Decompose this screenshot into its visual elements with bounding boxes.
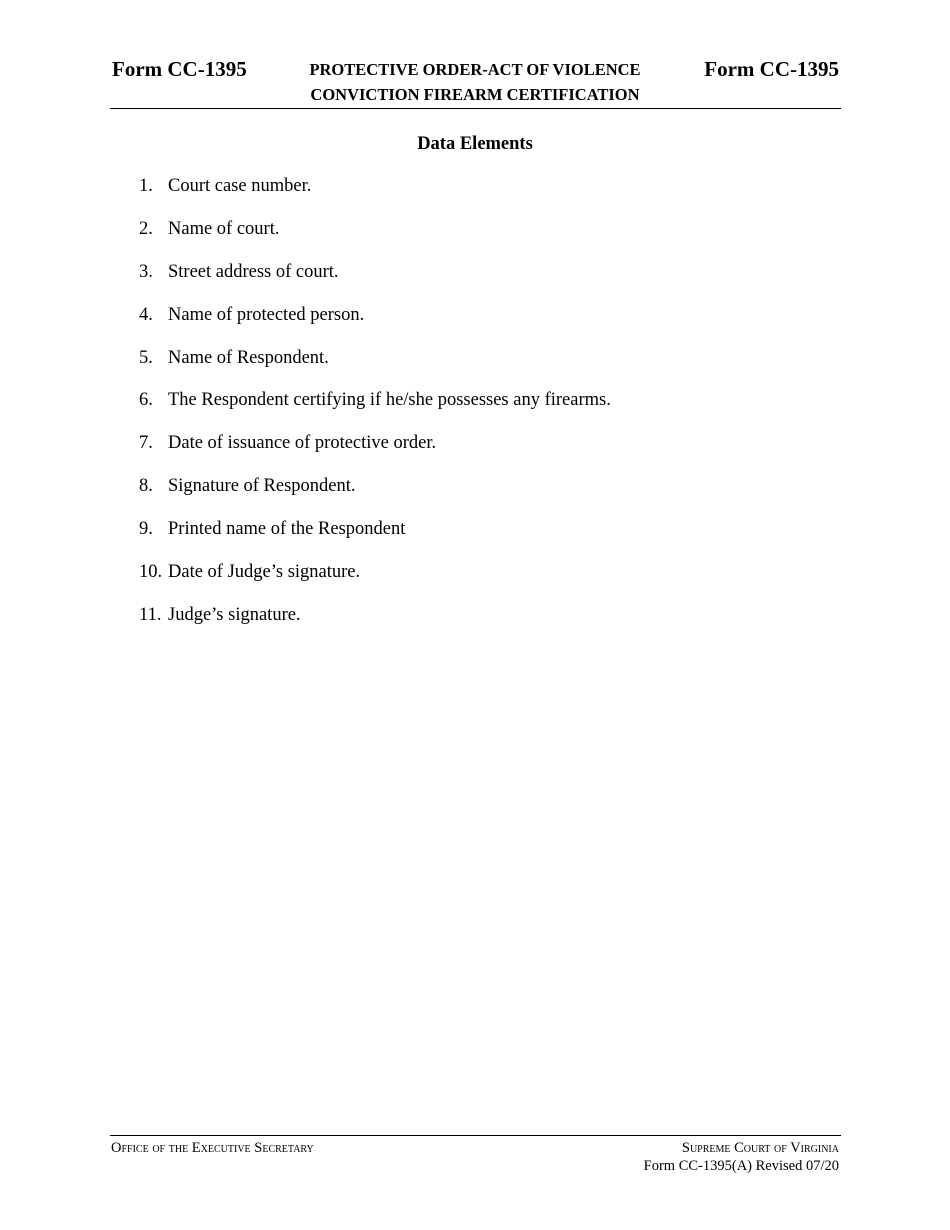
list-item <box>139 475 611 518</box>
list-item <box>139 304 611 347</box>
list-item <box>139 175 611 218</box>
item-text: Signature of Respondent. <box>168 476 356 497</box>
item-number: 3. <box>139 261 153 282</box>
item-number: 6. <box>139 390 153 411</box>
footer-court: Supreme Court of Virginia <box>681 1140 839 1156</box>
list-item <box>139 389 611 432</box>
item-text: Court case number. <box>168 176 312 196</box>
item-number: 9. <box>139 519 153 540</box>
data-elements-list <box>139 175 611 647</box>
item-number: 5. <box>139 347 153 368</box>
form-title-line-2: CONVICTION FIREARM CERTIFICATION <box>310 85 640 104</box>
list-item <box>139 518 611 561</box>
item-text: Name of Respondent. <box>168 347 329 368</box>
item-text: Street address of court. <box>168 261 339 282</box>
item-text: Judge’s signature. <box>168 604 301 625</box>
item-number: 7. <box>139 433 153 454</box>
item-text: Name of court. <box>168 218 280 239</box>
item-number: 1. <box>139 176 153 196</box>
list-item <box>139 561 611 604</box>
section-heading: Data Elements <box>417 134 533 154</box>
item-text: The Respondent certifying if he/she possesses any firearms. <box>168 390 611 411</box>
page-header <box>110 0 841 109</box>
item-text: Name of protected person. <box>168 304 365 325</box>
form-number-left: Form CC-1395 <box>112 57 247 81</box>
list-item <box>139 347 611 390</box>
item-text: Printed name of the Respondent <box>168 519 406 540</box>
form-title-line-1: PROTECTIVE ORDER-ACT OF VIOLENCE <box>309 60 641 79</box>
item-text: Date of issuance of protective order. <box>168 433 437 454</box>
list-item <box>139 218 611 261</box>
footer-revision: Form CC-1395(A) Revised 07/20 <box>643 1158 839 1174</box>
item-number: 4. <box>139 304 153 325</box>
page-footer <box>110 1135 841 1186</box>
item-number: 2. <box>139 218 153 239</box>
item-text: Date of Judge’s signature. <box>168 562 361 583</box>
item-number: 11. <box>139 604 162 625</box>
form-number-right: Form CC-1395 <box>704 57 839 81</box>
footer-office: Office of the Executive Secretary <box>111 1140 314 1156</box>
item-number: 8. <box>139 476 153 497</box>
item-number: 10. <box>139 562 163 583</box>
list-item <box>139 604 611 647</box>
list-item <box>139 432 611 475</box>
list-item <box>139 261 611 304</box>
